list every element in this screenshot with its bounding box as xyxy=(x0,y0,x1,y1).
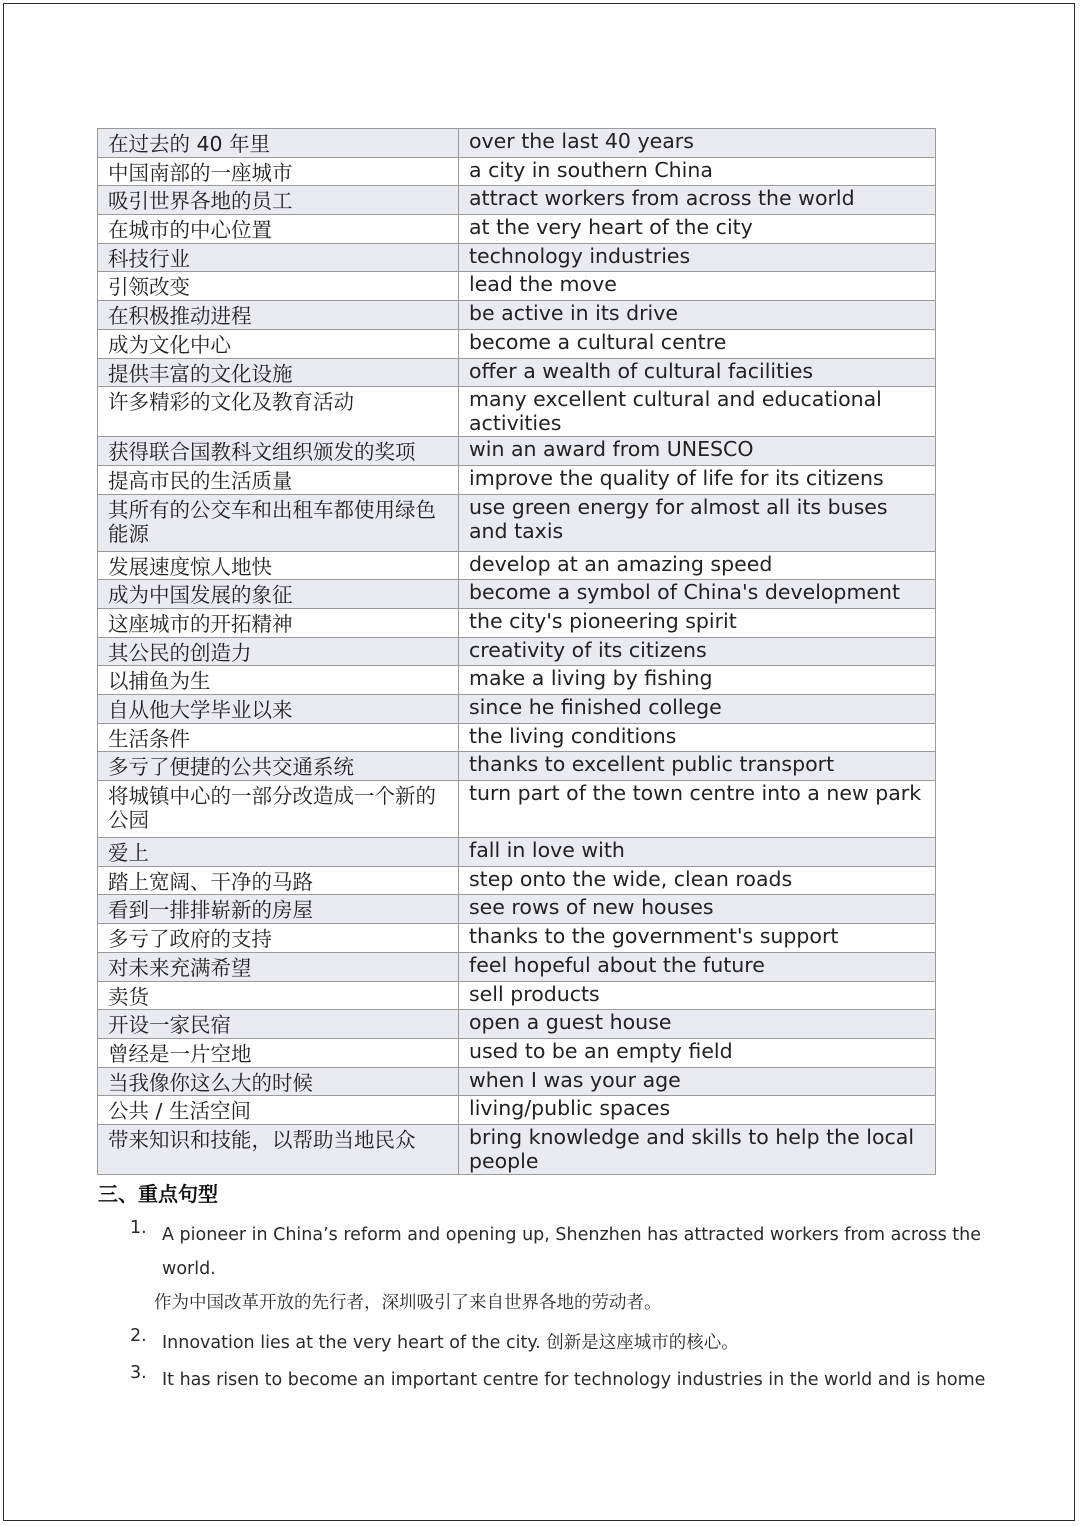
english-phrase: bring knowledge and skills to help the local people xyxy=(459,1124,936,1174)
chinese-phrase: 其公民的创造力 xyxy=(98,637,459,666)
table-row xyxy=(98,608,936,637)
item-number: 2. xyxy=(130,1326,147,1346)
chinese-phrase: 以捕鱼为生 xyxy=(98,666,459,695)
table-row xyxy=(98,329,936,358)
english-phrase: offer a wealth of cultural facilities xyxy=(459,358,936,387)
table-row xyxy=(98,637,936,666)
chinese-phrase: 成为中国发展的象征 xyxy=(98,580,459,609)
table-row xyxy=(98,215,936,244)
chinese-phrase: 许多精彩的文化及教育活动 xyxy=(98,387,459,437)
english-phrase: see rows of new houses xyxy=(459,895,936,924)
table-row xyxy=(98,1096,936,1125)
chinese-phrase: 自从他大学毕业以来 xyxy=(98,695,459,724)
english-phrase: at the very heart of the city xyxy=(459,215,936,244)
table-row xyxy=(98,494,936,551)
chinese-phrase: 踏上宽阔、干净的马路 xyxy=(98,866,459,895)
english-phrase: the living conditions xyxy=(459,723,936,752)
key-sentences-list xyxy=(130,1218,990,1397)
english-phrase: open a guest house xyxy=(459,1010,936,1039)
chinese-phrase: 开设一家民宿 xyxy=(98,1010,459,1039)
chinese-phrase: 公共 / 生活空间 xyxy=(98,1096,459,1125)
english-phrase: step onto the wide, clean roads xyxy=(459,866,936,895)
item-number: 1. xyxy=(130,1218,147,1238)
chinese-phrase: 科技行业 xyxy=(98,243,459,272)
chinese-phrase: 生活条件 xyxy=(98,723,459,752)
list-item xyxy=(130,1363,990,1397)
table-row xyxy=(98,186,936,215)
table-row xyxy=(98,695,936,724)
english-phrase: when I was your age xyxy=(459,1067,936,1096)
table-row xyxy=(98,465,936,494)
table-row xyxy=(98,666,936,695)
chinese-phrase: 吸引世界各地的员工 xyxy=(98,186,459,215)
chinese-phrase: 发展速度惊人地快 xyxy=(98,551,459,580)
english-phrase: use green energy for almost all its buses and taxis xyxy=(459,494,936,551)
table-row xyxy=(98,1010,936,1039)
list-item xyxy=(130,1326,990,1363)
table-row xyxy=(98,952,936,981)
chinese-phrase: 爱上 xyxy=(98,838,459,867)
chinese-phrase: 对未来充满希望 xyxy=(98,952,459,981)
chinese-phrase: 在积极推动进程 xyxy=(98,301,459,330)
table-row xyxy=(98,1124,936,1174)
english-sentence: Innovation lies at the very heart of the city. 创新是这座城市的核心。 xyxy=(162,1333,739,1353)
table-row xyxy=(98,272,936,301)
table-row xyxy=(98,551,936,580)
english-phrase: the city's pioneering spirit xyxy=(459,608,936,637)
chinese-translation: 作为中国改革开放的先行者，深圳吸引了来自世界各地的劳动者。 xyxy=(154,1293,662,1313)
english-phrase: be active in its drive xyxy=(459,301,936,330)
chinese-phrase: 在过去的 40 年里 xyxy=(98,129,459,158)
english-phrase: develop at an amazing speed xyxy=(459,551,936,580)
chinese-phrase: 带来知识和技能，以帮助当地民众 xyxy=(98,1124,459,1174)
table-row xyxy=(98,866,936,895)
chinese-phrase: 中国南部的一座城市 xyxy=(98,157,459,186)
chinese-phrase: 获得联合国教科文组织颁发的奖项 xyxy=(98,437,459,466)
table-row xyxy=(98,580,936,609)
chinese-phrase: 曾经是一片空地 xyxy=(98,1038,459,1067)
english-phrase: thanks to the government's support xyxy=(459,924,936,953)
table-row xyxy=(98,838,936,867)
chinese-phrase: 将城镇中心的一部分改造成一个新的公园 xyxy=(98,781,459,838)
chinese-phrase: 多亏了政府的支持 xyxy=(98,924,459,953)
table-row xyxy=(98,723,936,752)
chinese-phrase: 这座城市的开拓精神 xyxy=(98,608,459,637)
chinese-phrase: 提供丰富的文化设施 xyxy=(98,358,459,387)
table-row xyxy=(98,157,936,186)
english-phrase: become a symbol of China's development xyxy=(459,580,936,609)
english-phrase: turn part of the town centre into a new park xyxy=(459,781,936,838)
chinese-phrase: 当我像你这么大的时候 xyxy=(98,1067,459,1096)
vocabulary-table xyxy=(97,128,936,1175)
english-phrase: technology industries xyxy=(459,243,936,272)
english-phrase: living/public spaces xyxy=(459,1096,936,1125)
table-row xyxy=(98,387,936,437)
table-row xyxy=(98,781,936,838)
english-phrase: win an award from UNESCO xyxy=(459,437,936,466)
table-row xyxy=(98,301,936,330)
english-phrase: many excellent cultural and educational activities xyxy=(459,387,936,437)
english-phrase: improve the quality of life for its citizens xyxy=(459,465,936,494)
chinese-phrase: 成为文化中心 xyxy=(98,329,459,358)
english-sentence: It has risen to become an important centre for technology industries in the world and is home xyxy=(162,1370,986,1390)
table-row xyxy=(98,437,936,466)
table-row xyxy=(98,752,936,781)
english-phrase: become a cultural centre xyxy=(459,329,936,358)
english-phrase: a city in southern China xyxy=(459,157,936,186)
table-row xyxy=(98,895,936,924)
chinese-phrase: 看到一排排崭新的房屋 xyxy=(98,895,459,924)
item-number: 3. xyxy=(130,1363,147,1383)
english-phrase: feel hopeful about the future xyxy=(459,952,936,981)
table-row xyxy=(98,1067,936,1096)
chinese-phrase: 引领改变 xyxy=(98,272,459,301)
english-phrase: make a living by fishing xyxy=(459,666,936,695)
table-row xyxy=(98,358,936,387)
english-sentence: A pioneer in China’s reform and opening up, Shenzhen has attracted workers from across the world. xyxy=(162,1225,981,1279)
table-row xyxy=(98,243,936,272)
chinese-phrase: 提高市民的生活质量 xyxy=(98,465,459,494)
list-item xyxy=(130,1218,990,1326)
english-phrase: since he finished college xyxy=(459,695,936,724)
table-row xyxy=(98,1038,936,1067)
table-row xyxy=(98,129,936,158)
english-phrase: sell products xyxy=(459,981,936,1010)
chinese-phrase: 其所有的公交车和出租车都使用绿色能源 xyxy=(98,494,459,551)
chinese-phrase: 多亏了便捷的公共交通系统 xyxy=(98,752,459,781)
chinese-phrase: 在城市的中心位置 xyxy=(98,215,459,244)
english-phrase: attract workers from across the world xyxy=(459,186,936,215)
table-row xyxy=(98,924,936,953)
section-heading: 三、重点句型 xyxy=(98,1182,218,1206)
english-phrase: lead the move xyxy=(459,272,936,301)
table-row xyxy=(98,981,936,1010)
english-phrase: thanks to excellent public transport xyxy=(459,752,936,781)
chinese-phrase: 卖货 xyxy=(98,981,459,1010)
english-phrase: over the last 40 years xyxy=(459,129,936,158)
english-phrase: creativity of its citizens xyxy=(459,637,936,666)
english-phrase: fall in love with xyxy=(459,838,936,867)
english-phrase: used to be an empty field xyxy=(459,1038,936,1067)
